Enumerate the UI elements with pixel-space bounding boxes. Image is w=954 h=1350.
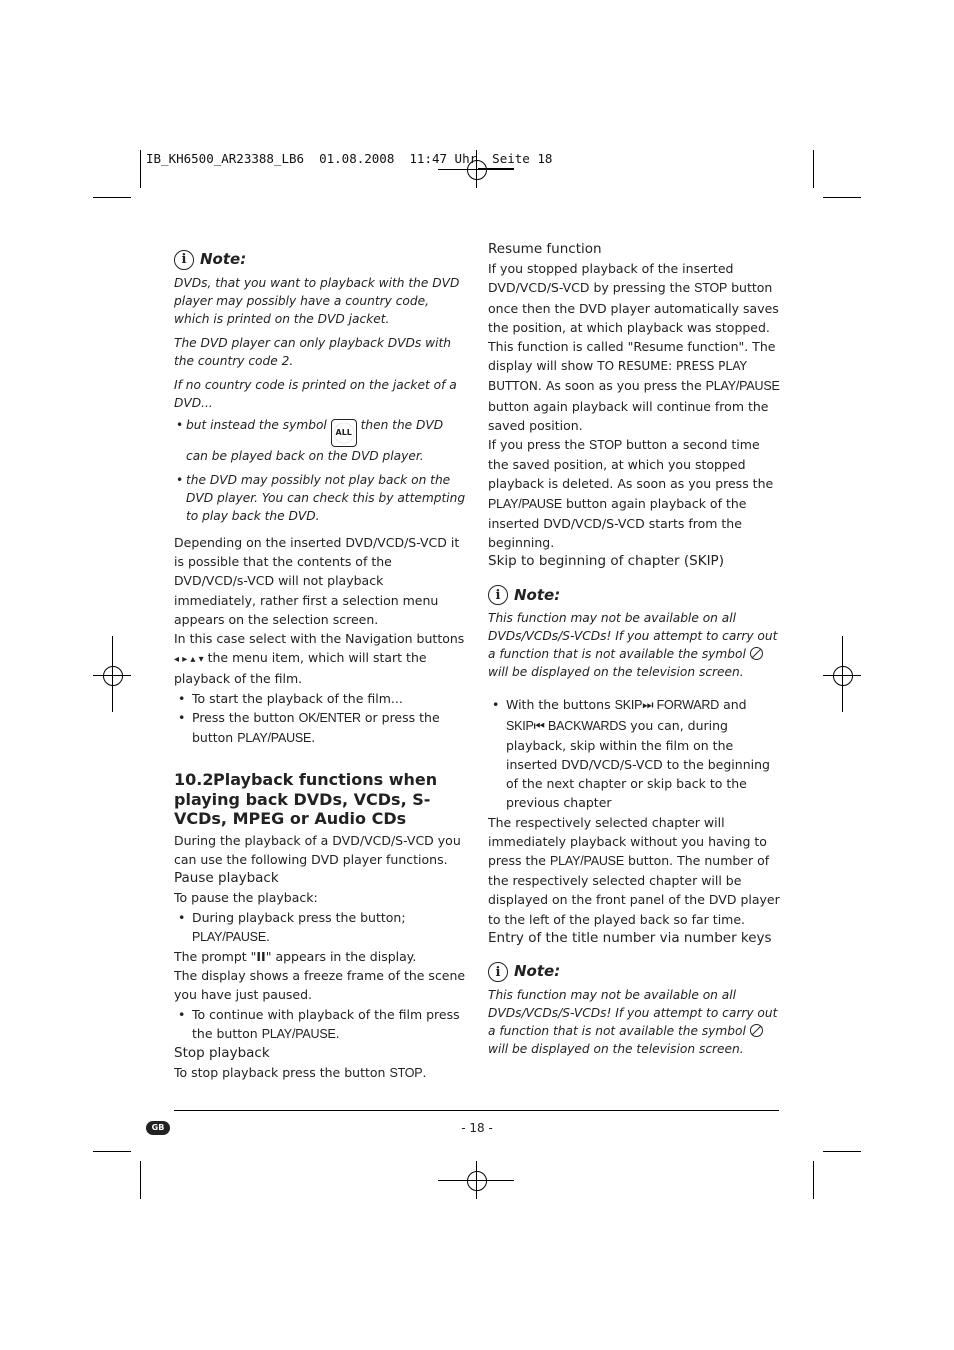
info-icon: i xyxy=(174,250,194,270)
note-paragraph: This function may not be available on all DVDs/VCDs/S-VCDs! If you attempt to carry out a function that is not available the symbol will be displayed on the television screen. xyxy=(488,988,778,1057)
body-bullet: • With the buttons SKIP⏭ FORWARD and SKIP⏮ BACKWARDS you can, during playback, skip within the film on the inserted DVD/VCD/S-VCD to the beginning of the next chapter or skip back to the previous chapter xyxy=(488,695,780,812)
crop-mark xyxy=(813,1161,814,1199)
note-bullet: • but instead the symbol ALL then the DVD can be played back on the DVD player. xyxy=(174,416,466,465)
note-bullet: • the DVD may possibly not play back on the DVD player. You can check this by attempting to play back the DVD. xyxy=(174,471,466,525)
note-heading: i Note: xyxy=(488,585,780,605)
button-ref: PLAY/PAUSE xyxy=(192,929,266,944)
button-ref: STOP xyxy=(589,438,623,453)
crop-mark xyxy=(813,150,814,188)
note-paragraph: DVDs, that you want to playback with the DVD player may possibly have a country code, which is printed on the DVD jacket. xyxy=(174,276,460,326)
crop-mark xyxy=(823,1151,861,1152)
subheading: Resume function xyxy=(488,241,602,257)
all-region-icon: ALL xyxy=(331,419,357,447)
body-paragraph: The respectively selected chapter will immediately playback without you having to press the PLAY/PAUSE button. The number of the respectively selected chapter will be displayed on the front panel of the DVD player to the left of the played back so far time. xyxy=(488,814,780,927)
button-ref: SKIP⏮ BACKWARDS xyxy=(506,718,627,733)
body-paragraph: During the playback of a DVD/VCD/S-VCD you can use the following DVD player functions. xyxy=(174,832,461,867)
info-icon: i xyxy=(488,962,508,982)
info-icon: i xyxy=(488,585,508,605)
navigation-arrows-icon: ◂ ▸ ▴ ▾ xyxy=(174,654,204,666)
button-ref: PLAY/PAUSE xyxy=(705,379,780,394)
left-column xyxy=(174,250,466,1083)
note-heading: i Note: xyxy=(174,250,466,270)
body-paragraph: If you stopped playback of the inserted DVD/VCD/S-VCD by pressing the STOP button once then the DVD player automatically saves the position, at which playback was stopped. This function is called "Resume function". The display will show TO RESUME: PRESS PLAY BUTTON. As soon as you press the PLAY/PAUSE button again playback will continue from the saved position. xyxy=(488,261,780,433)
body-paragraph: Depending on the inserted DVD/VCD/S-VCD it is possible that the contents of the DVD/VCD/s-VCD will not playback immediately, rather first a selection menu appears on the selection screen. xyxy=(174,535,460,627)
body-paragraph: The display shows a freeze frame of the scene you have just paused. xyxy=(174,968,466,1003)
button-ref: OK/ENTER xyxy=(298,710,361,725)
button-ref: PLAY/PAUSE xyxy=(488,496,562,511)
page-number: - 18 - xyxy=(461,1121,493,1135)
language-badge: GB xyxy=(146,1121,170,1135)
note-heading: i Note: xyxy=(488,962,780,982)
button-ref: PLAY/PAUSE xyxy=(237,731,312,746)
prohibited-icon xyxy=(750,1024,763,1037)
subheading: Entry of the title number via number keys xyxy=(488,929,772,946)
print-slug-underline xyxy=(478,168,514,169)
button-ref: PLAY/PAUSE xyxy=(261,1026,336,1041)
body-paragraph: To pause the playback: xyxy=(174,890,318,906)
crop-mark xyxy=(140,150,141,188)
body-paragraph: The prompt "II" appears in the display. xyxy=(174,948,417,964)
body-paragraph: In this case select with the Navigation buttons ◂ ▸ ▴ ▾ the menu item, which will start the playback of the film. xyxy=(174,631,465,687)
footer-rule xyxy=(174,1110,779,1111)
right-column xyxy=(488,240,780,1058)
subheading: Pause playback xyxy=(174,870,279,887)
print-slug: IB_KH6500_AR23388_LB6 01.08.2008 11:47 Uhr Seite 18 xyxy=(146,151,553,166)
display-text: TO RESUME: PRESS PLAY BUTTON xyxy=(488,359,747,394)
section-heading: 10.2Playback functions when playing back DVDs, VCDs, S-VCDs, MPEG or Audio CDs xyxy=(174,770,438,829)
crop-mark xyxy=(93,1151,131,1152)
body-bullet: • During playback press the button; PLAY/PAUSE. xyxy=(174,908,466,947)
body-bullet: • To start the playback of the film... xyxy=(174,689,466,708)
body-paragraph: If you press the STOP button a second time the saved position, at which you stopped playback is deleted. As soon as you press the PLAY/PAUSE button again playback of the inserted DVD/VCD/S-VCD starts from the beginning. xyxy=(488,437,774,551)
subheading: Skip to beginning of chapter (SKIP) xyxy=(488,553,724,570)
prohibited-icon xyxy=(750,647,763,660)
note-paragraph: The DVD player can only playback DVDs with the country code 2. xyxy=(174,336,451,368)
registration-mark xyxy=(833,666,853,686)
note-paragraph: If no country code is printed on the jacket of a DVD... xyxy=(174,378,457,410)
registration-mark xyxy=(103,666,123,686)
crop-mark xyxy=(823,197,861,198)
crop-mark xyxy=(140,1161,141,1199)
button-ref: SKIP⏭ FORWARD xyxy=(614,698,720,713)
registration-mark xyxy=(467,1171,487,1191)
body-bullet: • Press the button OK/ENTER or press the button PLAY/PAUSE. xyxy=(174,708,466,748)
body-paragraph: To stop playback press the button STOP. xyxy=(174,1065,427,1081)
button-ref: STOP xyxy=(389,1066,423,1081)
body-bullet: • To continue with playback of the film press the button PLAY/PAUSE. xyxy=(174,1005,466,1044)
pause-icon: II xyxy=(256,948,266,964)
note-paragraph: This function may not be available on all DVDs/VCDs/S-VCDs! If you attempt to carry out a function that is not available the symbol will be displayed on the television screen. xyxy=(488,611,778,680)
button-ref: STOP xyxy=(694,281,728,296)
button-ref: PLAY/PAUSE xyxy=(550,854,624,869)
crop-mark xyxy=(93,197,131,198)
subheading: Stop playback xyxy=(174,1044,270,1061)
